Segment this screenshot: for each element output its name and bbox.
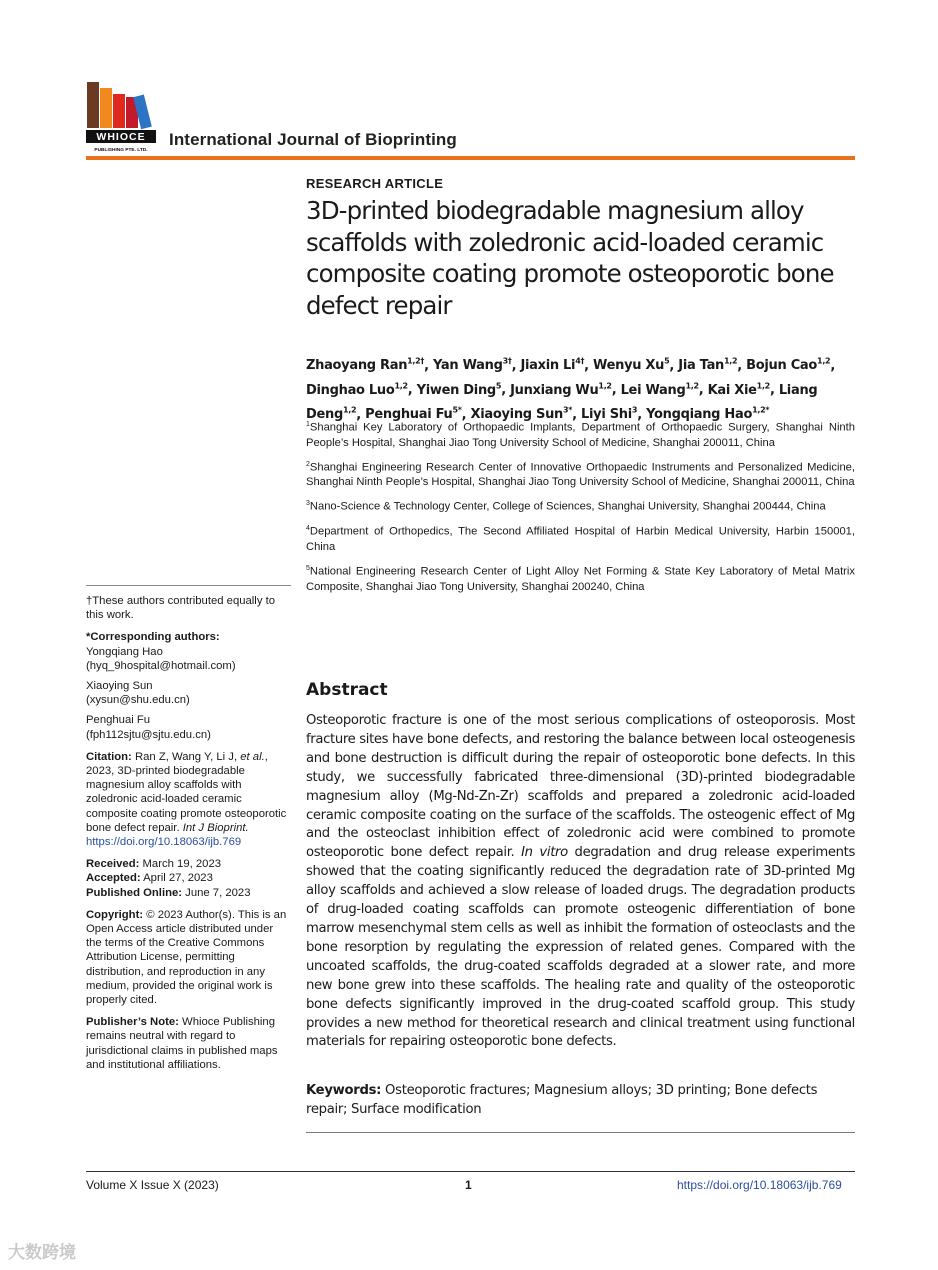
publisher-logo [86, 82, 158, 154]
corresponding-label: *Corresponding authors: [86, 631, 220, 644]
affiliation-item: $^2$Shanghai Engineering Research Center of Innovative Orthopaedic Instruments and Personalized Medicine, Shanghai Ninth People’s Hospital, Shanghai Jiao Tong University School of Medicine, Shanghai 200011, China [306, 460, 855, 489]
footer-doi-link[interactable]: https://doi.org/10.18063/ijb.769 [677, 1178, 842, 1192]
author-name: Liang Deng$^{1,2}$ [306, 382, 818, 422]
email-link[interactable]: (xysun@shu.edu.cn) [86, 694, 190, 707]
affiliation-item: $^1$Shanghai Key Laboratory of Orthopaedic Implants, Department of Orthopaedic Surgery, Shanghai Ninth People’s Hospital, Shanghai Jiao Tong University School of Medicine, Shanghai 200011, China [306, 421, 855, 449]
author-list: Zhaoyang Ran$^{1,2\dagger}$, Yan Wang$^{3\dagger}$, Jiaxin $Li^{4\dagger}$, Wenyu Xu$^5$, Jia Tan$^{1,2}$, Bojun Cao$^{1,2}$, Dinghao Luo$^{1,2}$, Yiwen Ding$^5$, Junxiang Wu$^{1,2}$, Lei Wang$^{1,2}$, Kai Xie$^{1,2}$, Liang Deng$^{1,2}$, Penghuai $Fu^{5*}$, Xiaoying Sun$^{3*}$, Liyi Shi$^3$, Yongqiang Hao$^{1,2*}$ [306, 357, 835, 422]
corresponding-author: Xiaoying Sun (xysun@shu.edu.cn) [86, 680, 190, 707]
affiliations [306, 417, 855, 601]
corresponding-author: Penghuai Fu (fph112sjtu@sjtu.edu.cn) [86, 714, 211, 741]
journal-title: International Journal of Bioprinting [169, 130, 457, 149]
logo-text: WHIOCE [96, 131, 146, 143]
sidebar [86, 594, 291, 1080]
author-name: Jia Tan$^{1,2}$ [678, 357, 738, 374]
abstract-body: Osteoporotic fracture is one of the most serious complications of osteoporosis. Most fracture sites have bone defects, and restoring the balance between local osteogenesis and bone destruction is difficult during the repair of osteoporotic bone defects. In this study, we successfully fabricated three-dimensional (3D)-printed biodegradable magnesium alloy (Mg-Nd-Zn-Zr) scaffolds and prepared a zoledronic acid-loaded ceramic composite coating on the surface of the scaffolds. The osteogenic effect of Mg and the osteoclast inhibition effect of zoledronic acid were combined to promote osteoporotic bone defect repair. In vitro degradation and drug release experiments showed that the coating significantly reduced the degradation rate of 3D-printed Mg alloy scaffolds and achieved a slow release of loaded drugs. The degradation products of drug-loaded coating scaffolds can promote osteogenic differentiation of bone marrow mesenchymal stem cells as well as inhibit the formation of osteoclasts and the bone resorption by regulating the expression of related genes. Compared with the uncoated scaffolds, the drug-coated scaffolds degraded at a slower rate, and more new bone grew into these scaffolds. The healing rate and quality of the osteoporotic bone defects significantly improved in the drug-coated scaffold group. This study provides a new method for theoretical research and clinical treatment using functional materials for repairing osteoporotic bone defects. [306, 713, 855, 1050]
author-name: Zhaoyang Ran$^{1,2\dagger}$ [306, 357, 425, 374]
author-name: Yan Wang$^{3\dagger}$ [433, 357, 512, 374]
logo-subtext: PUBLISHING PTE. LTD. [94, 148, 148, 153]
author-name: Lei Wang$^{1,2}$ [620, 381, 699, 398]
keywords-divider [306, 1132, 855, 1133]
keywords-text: Osteoporotic fractures; Magnesium alloys; 3D printing; Bone defects repair; Surface modification [306, 1083, 818, 1117]
author-name: Xiaoying Sun$^{3*}$ [470, 405, 573, 422]
corresponding-authors [86, 630, 291, 741]
keywords-label: Keywords: [306, 1083, 382, 1098]
author-name: Bojun Cao$^{1,2}$ [746, 357, 831, 374]
affiliation-item: $^4$Department of Orthopedics, The Second Affiliated Hospital of Harbin Medical University, Harbin 150001, China [306, 525, 855, 553]
corresponding-author: Yongqiang Hao (hyq_9hospital@hotmail.com) [86, 645, 236, 672]
footer-divider [86, 1171, 855, 1172]
equal-contribution-note: †These authors contributed equally to this work. [86, 595, 276, 622]
header-divider [86, 156, 855, 160]
author-name: Jiaxin $Li^{4\dagger}$ [520, 357, 585, 374]
author-name: Kai Xie$^{1,2}$ [707, 381, 770, 398]
article-title: 3D-printed biodegradable magnesium alloy scaffolds with zoledronic acid-loaded ceramic composite coating promote osteoporotic bone defect repair [306, 196, 834, 320]
email-link[interactable]: (fph112sjtu@sjtu.edu.cn) [86, 728, 211, 741]
watermark: 大数跨境 [8, 1243, 76, 1262]
article-type: RESEARCH ARTICLE [306, 176, 444, 191]
footer-volume: Volume X Issue X (2023) [86, 1178, 219, 1192]
publisher-note: Publisher’s Note: Whioce Publishing remains neutral with regard to jurisdictional claims in published maps and institutional affiliations. [86, 1016, 278, 1071]
affiliation-item: $^5$National Engineering Research Center of Light Alloy Net Forming & State Key Laboratory of Metal Matrix Composite, Shanghai Jiao Tong University, Shanghai 200240, China [306, 564, 855, 593]
author-name: Dinghao Luo$^{1,2}$ [306, 381, 408, 398]
author-name: Yiwen Ding$^5$ [416, 381, 502, 398]
citation-doi-link[interactable]: https://doi.org/10.18063/ijb.769 [86, 836, 242, 849]
author-name: Junxiang Wu$^{1,2}$ [510, 381, 612, 398]
sidebar-divider [86, 585, 291, 586]
author-name: Penghuai $Fu^{5*}$ [365, 405, 462, 422]
dates: Received: March 19, 2023 Accepted: April 27, 2023 Published Online: June 7, 2023 [86, 858, 251, 899]
citation: Citation: Ran Z, Wang Y, Li J, et al., 2023, 3D-printed biodegradable magnesium alloy scaffolds with zoledronic acid-loaded ceramic composite coating promote osteoporotic bone defect repair. Int J Bioprint. https://doi.org/10.18063/ijb.769 [86, 750, 287, 849]
copyright: Copyright: © 2023 Author(s). This is an Open Access article distributed under the terms of the Creative Commons Attribution License, permitting distribution, and reproduction in any medium, provided the original work is properly cited. [86, 908, 287, 1007]
abstract-heading: Abstract [306, 680, 388, 700]
affiliation-item: $^3$Nano-Science & Technology Center, College of Sciences, Shanghai University, Shanghai 200444, China [306, 500, 826, 514]
author-name: Liyi Shi$^3$ [581, 405, 638, 422]
author-name: Wenyu Xu$^5$ [593, 357, 670, 374]
author-name: Yongqiang Hao$^{1,2*}$ [646, 405, 770, 422]
email-link[interactable]: (hyq_9hospital@hotmail.com) [86, 659, 236, 672]
keywords [306, 1081, 855, 1119]
page-number: 1 [465, 1178, 472, 1192]
